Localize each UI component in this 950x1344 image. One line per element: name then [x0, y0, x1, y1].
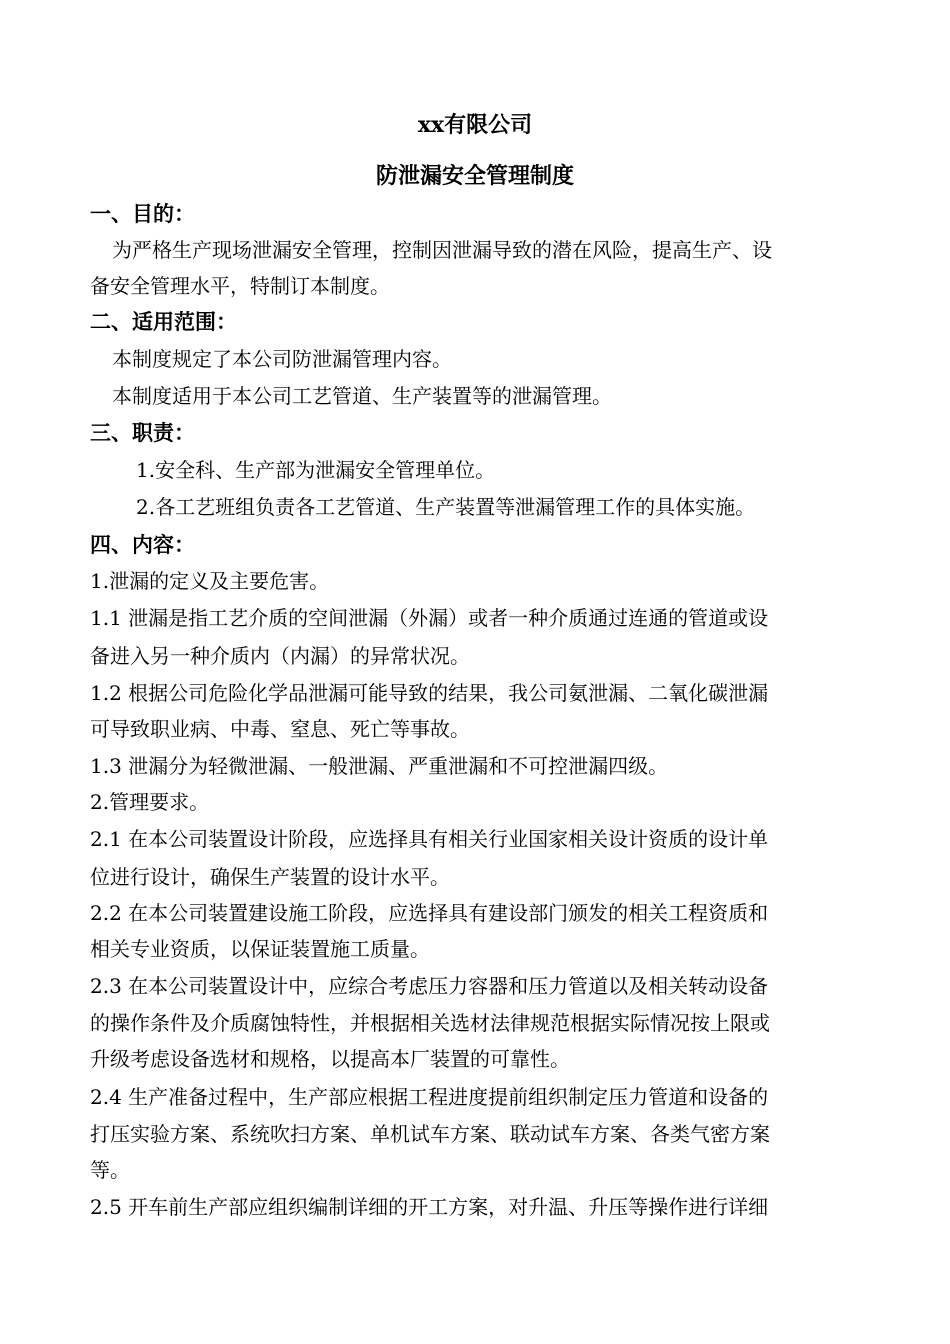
section-heading-content: 四、内容：	[90, 532, 195, 557]
paragraph-line: 为严格生产现场泄漏安全管理，控制因泄漏导致的潜在风险，提高生产、设	[112, 238, 772, 262]
paragraph-line: 本制度适用于本公司工艺管道、生产装置等的泄漏管理。	[112, 384, 612, 408]
paragraph-line: 2.2 在本公司装置建设施工阶段，应选择具有建设部门颁发的相关工程资质和	[90, 901, 769, 925]
paragraph-line: 2.1 在本公司装置设计阶段，应选择具有相关行业国家相关设计资质的设计单	[90, 827, 769, 851]
paragraph-line: 2.3 在本公司装置设计中，应综合考虑压力容器和压力管道以及相关转动设备	[90, 974, 769, 998]
paragraph-line: 可导致职业病、中毒、窒息、死亡等事故。	[90, 717, 470, 741]
section-heading-purpose: 一、目的：	[90, 201, 195, 226]
paragraph-line: 1.安全科、生产部为泄漏安全管理单位。	[136, 458, 496, 482]
document-title: 防泄漏安全管理制度	[375, 163, 574, 189]
paragraph-line: 相关专业资质，以保证装置施工质量。	[90, 937, 430, 961]
paragraph-line: 1.泄漏的定义及主要危害。	[90, 569, 330, 593]
paragraph-line: 升级考虑设备选材和规格，以提高本厂装置的可靠性。	[90, 1047, 570, 1071]
paragraph-line: 位进行设计，确保生产装置的设计水平。	[90, 865, 450, 889]
company-name: xx有限公司	[417, 112, 533, 138]
paragraph-line: 等。	[90, 1158, 130, 1182]
section-heading-scope: 二、适用范围：	[90, 309, 237, 334]
paragraph-line: 2.5 开车前生产部应组织编制详细的开工方案，对升温、升压等操作进行详细	[90, 1195, 769, 1219]
paragraph-line: 1.2 根据公司危险化学品泄漏可能导致的结果，我公司氨泄漏、二氧化碳泄漏	[90, 681, 769, 705]
paragraph-line: 2.各工艺班组负责各工艺管道、生产装置等泄漏管理工作的具体实施。	[136, 495, 756, 519]
paragraph-line: 打压实验方案、系统吹扫方案、单机试车方案、联动试车方案、各类气密方案	[90, 1122, 770, 1146]
paragraph-line: 2.4 生产准备过程中，生产部应根据工程进度提前组织制定压力管道和设备的	[90, 1085, 769, 1109]
paragraph-line: 2.管理要求。	[90, 790, 210, 814]
paragraph-line: 的操作条件及介质腐蚀特性，并根据相关选材法律规范根据实际情况按上限或	[90, 1011, 770, 1035]
paragraph-line: 备安全管理水平，特制订本制度。	[90, 274, 390, 298]
paragraph-line: 备进入另一种介质内（内漏）的异常状况。	[90, 644, 470, 668]
paragraph-line: 本制度规定了本公司防泄漏管理内容。	[112, 347, 452, 371]
paragraph-line: 1.3 泄漏分为轻微泄漏、一般泄漏、严重泄漏和不可控泄漏四级。	[90, 754, 669, 778]
paragraph-line: 1.1 泄漏是指工艺介质的空间泄漏（外漏）或者一种介质通过连通的管道或设	[90, 606, 769, 630]
section-heading-duties: 三、职责：	[90, 420, 195, 445]
